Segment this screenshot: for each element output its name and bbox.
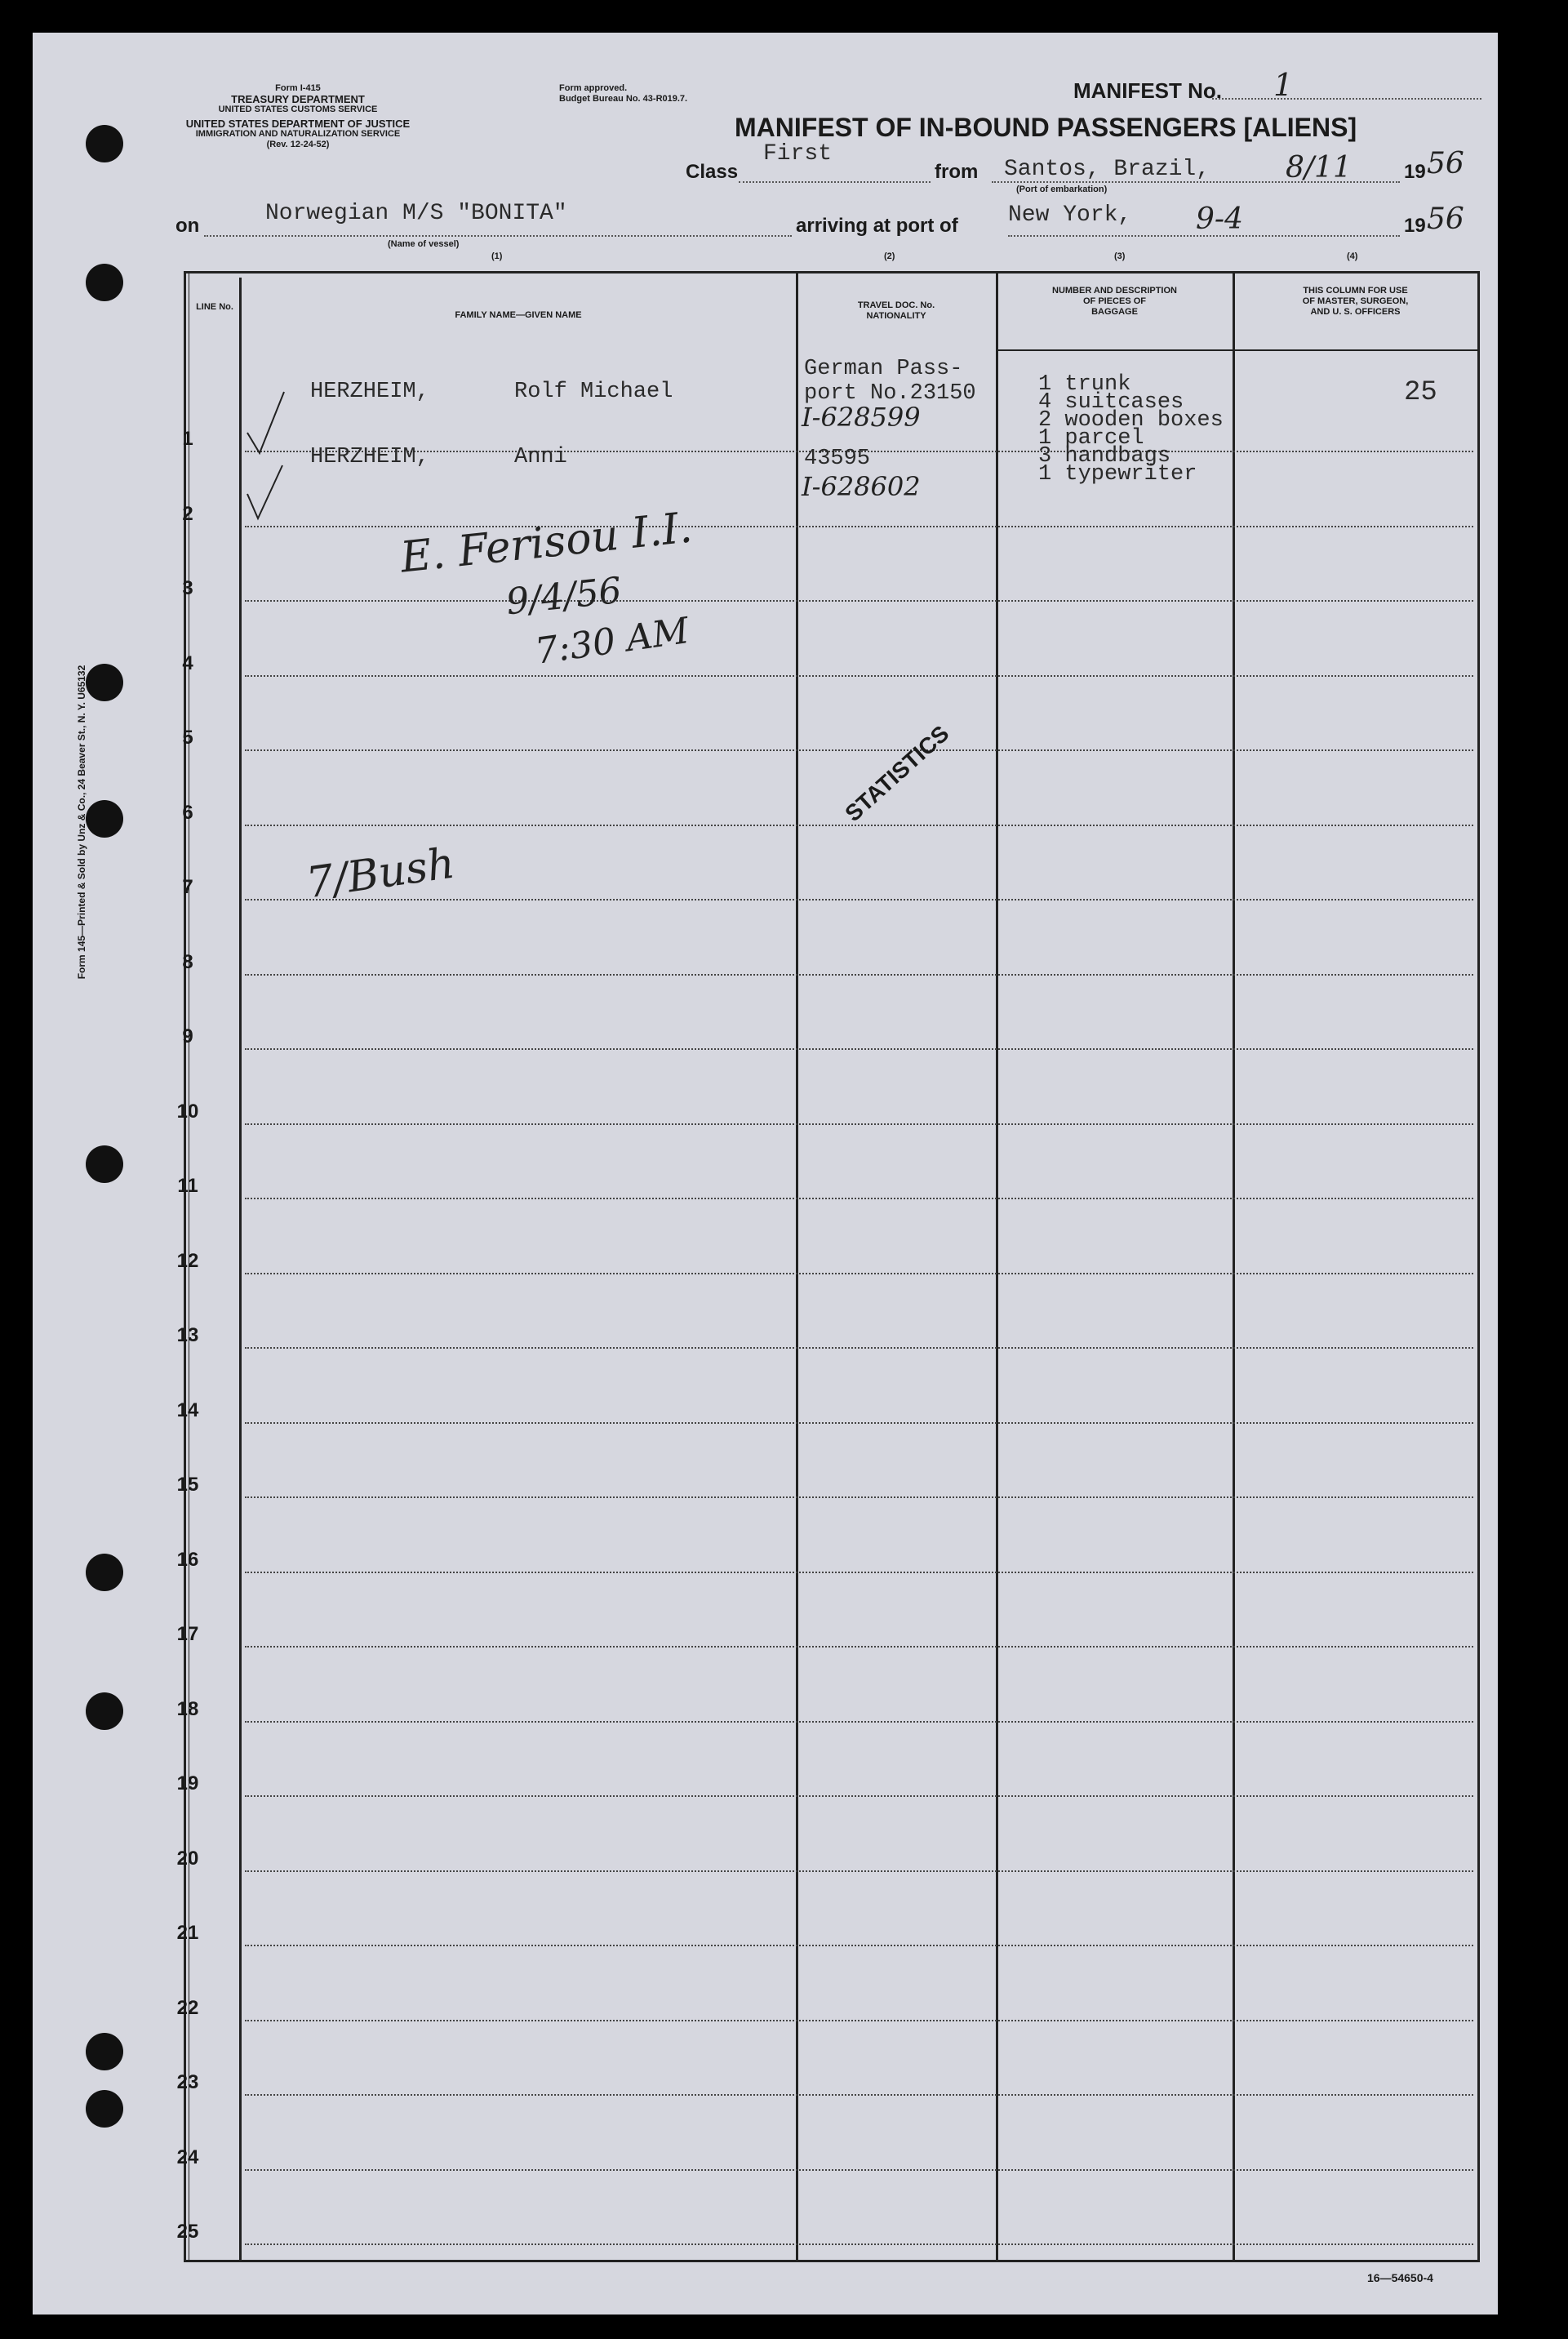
row-number: 19 bbox=[176, 1772, 199, 1794]
customs-label: UNITED STATES CUSTOMS SERVICE bbox=[218, 104, 378, 114]
row-number: 23 bbox=[176, 2071, 199, 2093]
class-value: First bbox=[763, 141, 833, 167]
revision-label: (Rev. 12-24-52) bbox=[266, 140, 330, 149]
row-number: 9 bbox=[182, 1025, 193, 1047]
baggage-heading bbox=[998, 286, 1231, 318]
baggage-item: 1 typewriter bbox=[1038, 462, 1197, 487]
baggage-item: 3 handbags bbox=[1038, 444, 1171, 469]
row-line bbox=[245, 2243, 1473, 2245]
row-number: 12 bbox=[176, 1249, 199, 1272]
punch-hole-icon bbox=[86, 2090, 123, 2128]
baggage-item: 1 parcel bbox=[1038, 426, 1144, 451]
from-date: 8/11 bbox=[1286, 151, 1352, 185]
margin-printer-text: Form 145—Printed & Sold by Unz & Co., 24 Beaver St., N. Y. U65132 bbox=[76, 665, 87, 980]
row-line bbox=[245, 1273, 1473, 1274]
arriving-label: arriving at port of bbox=[796, 215, 958, 237]
row-line bbox=[245, 600, 1473, 602]
second-signature: 7/Bush bbox=[303, 838, 458, 909]
row-number: 15 bbox=[176, 1474, 199, 1496]
row-line bbox=[245, 1198, 1473, 1199]
row-line bbox=[245, 1572, 1473, 1573]
ins-label: IMMIGRATION AND NATURALIZATION SERVICE bbox=[195, 129, 401, 139]
row-number: 18 bbox=[176, 1697, 199, 1720]
col1-number: (1) bbox=[491, 251, 503, 261]
statistics-stamp: STATISTICS bbox=[840, 720, 954, 827]
vessel-line bbox=[204, 235, 792, 237]
baggage-list bbox=[1038, 372, 1224, 487]
entry-family-name: HERZHEIM, bbox=[310, 380, 429, 404]
row-number: 8 bbox=[182, 950, 193, 973]
budget-label: Budget Bureau No. 43-R019.7. bbox=[559, 94, 688, 104]
from-value: Santos, Brazil, bbox=[1004, 157, 1210, 182]
row-number: 14 bbox=[176, 1399, 199, 1421]
arrival-year-prefix: 19 bbox=[1404, 215, 1426, 237]
row-number: 24 bbox=[176, 2146, 199, 2168]
col2-number: (2) bbox=[884, 251, 895, 261]
treasury-label: TREASURY DEPARTMENT bbox=[231, 93, 365, 105]
row-number: 2 bbox=[182, 502, 193, 525]
form-number: Form I-415 bbox=[275, 83, 321, 93]
row-number: 25 bbox=[176, 2221, 199, 2243]
row-line bbox=[245, 526, 1473, 527]
port-embarkation-note: (Port of embarkation) bbox=[1016, 185, 1108, 194]
row-line bbox=[245, 974, 1473, 976]
row-number: 4 bbox=[182, 651, 193, 674]
row-line bbox=[245, 2094, 1473, 2096]
punch-hole-icon bbox=[86, 1554, 123, 1591]
entry-doc-handwritten: I-628599 bbox=[802, 402, 921, 433]
entry-given-name: Anni bbox=[514, 445, 567, 469]
row-line bbox=[245, 1048, 1473, 1050]
punch-hole-icon bbox=[86, 1145, 123, 1183]
arrival-port: New York, bbox=[1008, 202, 1132, 228]
entry-doc-line-2: port No.23150 bbox=[804, 381, 976, 406]
from-label: from bbox=[935, 161, 979, 183]
inspector-time: 7:30 AM bbox=[532, 610, 692, 673]
entry-doc-line-1: 43595 bbox=[804, 447, 871, 471]
class-label: Class bbox=[686, 161, 739, 183]
row-line bbox=[245, 1721, 1473, 1723]
manifest-page bbox=[33, 33, 1498, 2315]
entry-family-name: HERZHEIM, bbox=[310, 445, 429, 469]
vessel-value: Norwegian M/S "BONITA" bbox=[265, 201, 567, 226]
row-line bbox=[245, 675, 1473, 677]
baggage-label-2: OF PIECES OF bbox=[1082, 296, 1146, 306]
travel-doc-heading bbox=[798, 300, 994, 322]
on-label: on bbox=[175, 215, 200, 237]
row-line bbox=[245, 749, 1473, 751]
line-no-heading: LINE No. bbox=[196, 302, 233, 312]
manifest-title: MANIFEST OF IN-BOUND PASSENGERS [ALIENS] bbox=[735, 113, 1357, 142]
entry-doc-handwritten: I-628602 bbox=[802, 471, 921, 502]
punch-hole-icon bbox=[86, 125, 123, 162]
footer-code: 16—54650-4 bbox=[1367, 2271, 1433, 2284]
baggage-item: 2 wooden boxes bbox=[1038, 408, 1224, 433]
row-line bbox=[245, 1422, 1473, 1424]
arrival-year-suffix: 56 bbox=[1427, 202, 1464, 236]
row-number: 5 bbox=[182, 727, 193, 749]
row-line bbox=[245, 1795, 1473, 1797]
row-number: 3 bbox=[182, 577, 193, 599]
entry-officer-value: 25 bbox=[1404, 377, 1437, 408]
officers-heading bbox=[1235, 286, 1476, 318]
approved-label: Form approved. bbox=[559, 83, 628, 93]
baggage-label-1: NUMBER AND DESCRIPTION bbox=[1052, 286, 1177, 296]
approval-note bbox=[559, 83, 687, 104]
punch-hole-icon bbox=[86, 664, 123, 701]
row-number: 16 bbox=[176, 1548, 199, 1571]
row-number: 20 bbox=[176, 1847, 199, 1870]
baggage-item: 1 trunk bbox=[1038, 372, 1131, 397]
row-number: 10 bbox=[176, 1100, 199, 1123]
officers-label-1: THIS COLUMN FOR USE bbox=[1303, 286, 1408, 296]
justice-label: UNITED STATES DEPARTMENT OF JUSTICE bbox=[185, 118, 411, 130]
baggage-label-3: BAGGAGE bbox=[1091, 307, 1138, 317]
inspector-signature: E. Ferisou I.I. bbox=[398, 503, 695, 583]
vessel-note: (Name of vessel) bbox=[388, 239, 460, 249]
officers-label-2: OF MASTER, SURGEON, bbox=[1302, 296, 1409, 306]
row-number: 11 bbox=[177, 1175, 198, 1197]
row-number: 1 bbox=[182, 428, 193, 450]
arrival-date: 9-4 bbox=[1196, 202, 1243, 236]
row-line bbox=[245, 1870, 1473, 1872]
row-line bbox=[245, 2020, 1473, 2021]
from-year-suffix: 56 bbox=[1427, 147, 1464, 180]
class-line bbox=[739, 181, 931, 183]
name-heading: FAMILY NAME—GIVEN NAME bbox=[455, 310, 582, 320]
check-mark-icon bbox=[243, 457, 292, 535]
row-line bbox=[245, 1496, 1473, 1498]
punch-hole-icon bbox=[86, 1692, 123, 1730]
agency-header bbox=[163, 83, 433, 150]
check-mark-icon bbox=[243, 388, 292, 465]
row-number: 21 bbox=[176, 1922, 199, 1944]
row-line bbox=[245, 1646, 1473, 1648]
row-number: 13 bbox=[176, 1324, 199, 1346]
row-line bbox=[245, 1123, 1473, 1125]
col3-number: (3) bbox=[1114, 251, 1126, 261]
row-number: 22 bbox=[176, 1996, 199, 2019]
manifest-no-line bbox=[1212, 98, 1481, 100]
col4-number: (4) bbox=[1347, 251, 1358, 261]
entry-doc-line-1: German Pass- bbox=[804, 357, 963, 381]
row-line bbox=[245, 1347, 1473, 1349]
row-line bbox=[245, 1945, 1473, 1946]
row-number: 7 bbox=[182, 876, 193, 898]
inspector-date: 9/4/56 bbox=[504, 569, 624, 624]
travel-doc-label: TRAVEL DOC. No. bbox=[857, 300, 935, 310]
entry-given-name: Rolf Michael bbox=[514, 380, 673, 404]
manifest-no-label: MANIFEST No. bbox=[1073, 78, 1222, 103]
row-number: 6 bbox=[182, 801, 193, 824]
from-year-prefix: 19 bbox=[1404, 161, 1426, 183]
officers-label-3: AND U. S. OFFICERS bbox=[1310, 307, 1401, 317]
row-line bbox=[245, 2169, 1473, 2171]
nationality-label: NATIONALITY bbox=[866, 311, 926, 321]
punch-hole-icon bbox=[86, 800, 123, 838]
punch-hole-icon bbox=[86, 264, 123, 301]
baggage-item: 4 suitcases bbox=[1038, 390, 1184, 415]
row-number: 17 bbox=[176, 1623, 199, 1645]
manifest-no-value: 1 bbox=[1273, 67, 1294, 103]
row-line bbox=[245, 899, 1473, 900]
punch-hole-icon bbox=[86, 2033, 123, 2070]
